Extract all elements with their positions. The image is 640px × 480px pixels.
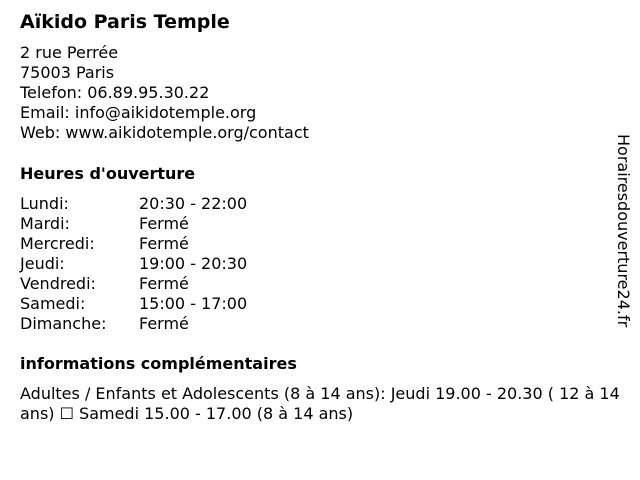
address-city: 75003 Paris [20,63,115,82]
hours-row-saturday [20,294,280,314]
email-address[interactable]: Email: info@aikidotemple.org [20,103,257,122]
day-label: Vendredi: [20,274,96,293]
day-hours: 20:30 - 22:00 [139,194,248,213]
business-name: Aïkido Paris Temple [20,11,230,33]
day-label: Mercredi: [20,234,95,253]
day-label: Lundi: [20,194,69,213]
day-hours: Fermé [139,274,189,293]
hours-row-friday [20,274,280,294]
day-hours: Fermé [139,234,189,253]
website-link[interactable]: Web: www.aikidotemple.org/contact [20,123,309,142]
contact-block [20,43,309,143]
hours-row-sunday [20,314,280,334]
hours-row-wednesday [20,234,280,254]
additional-info-text: Adultes / Enfants et Adolescents (8 à 14 ans): Jeudi 19.00 - 20.30 ( 12 à 14 ans) ☐ Samedi 15.00 - 17.00 (8 à 14 ans) [20,384,620,423]
hours-row-monday [20,194,280,214]
brand-site-label: Horairesdouverture24.fr [614,134,633,328]
day-label: Jeudi: [20,254,65,273]
day-label: Mardi: [20,214,70,233]
opening-hours-table [20,194,280,334]
additional-info-heading: informations complémentaires [20,354,297,373]
phone-number[interactable]: Telefon: 06.89.95.30.22 [20,83,210,102]
day-label: Samedi: [20,294,86,313]
day-hours: Fermé [139,314,189,333]
brand-watermark [612,134,634,374]
day-hours: 19:00 - 20:30 [139,254,248,273]
day-label: Dimanche: [20,314,107,333]
day-hours: 15:00 - 17:00 [139,294,248,313]
day-hours: Fermé [139,214,189,233]
address-street: 2 rue Perrée [20,43,119,62]
hours-row-thursday [20,254,280,274]
opening-hours-heading: Heures d'ouverture [20,164,196,183]
hours-row-tuesday [20,214,280,234]
